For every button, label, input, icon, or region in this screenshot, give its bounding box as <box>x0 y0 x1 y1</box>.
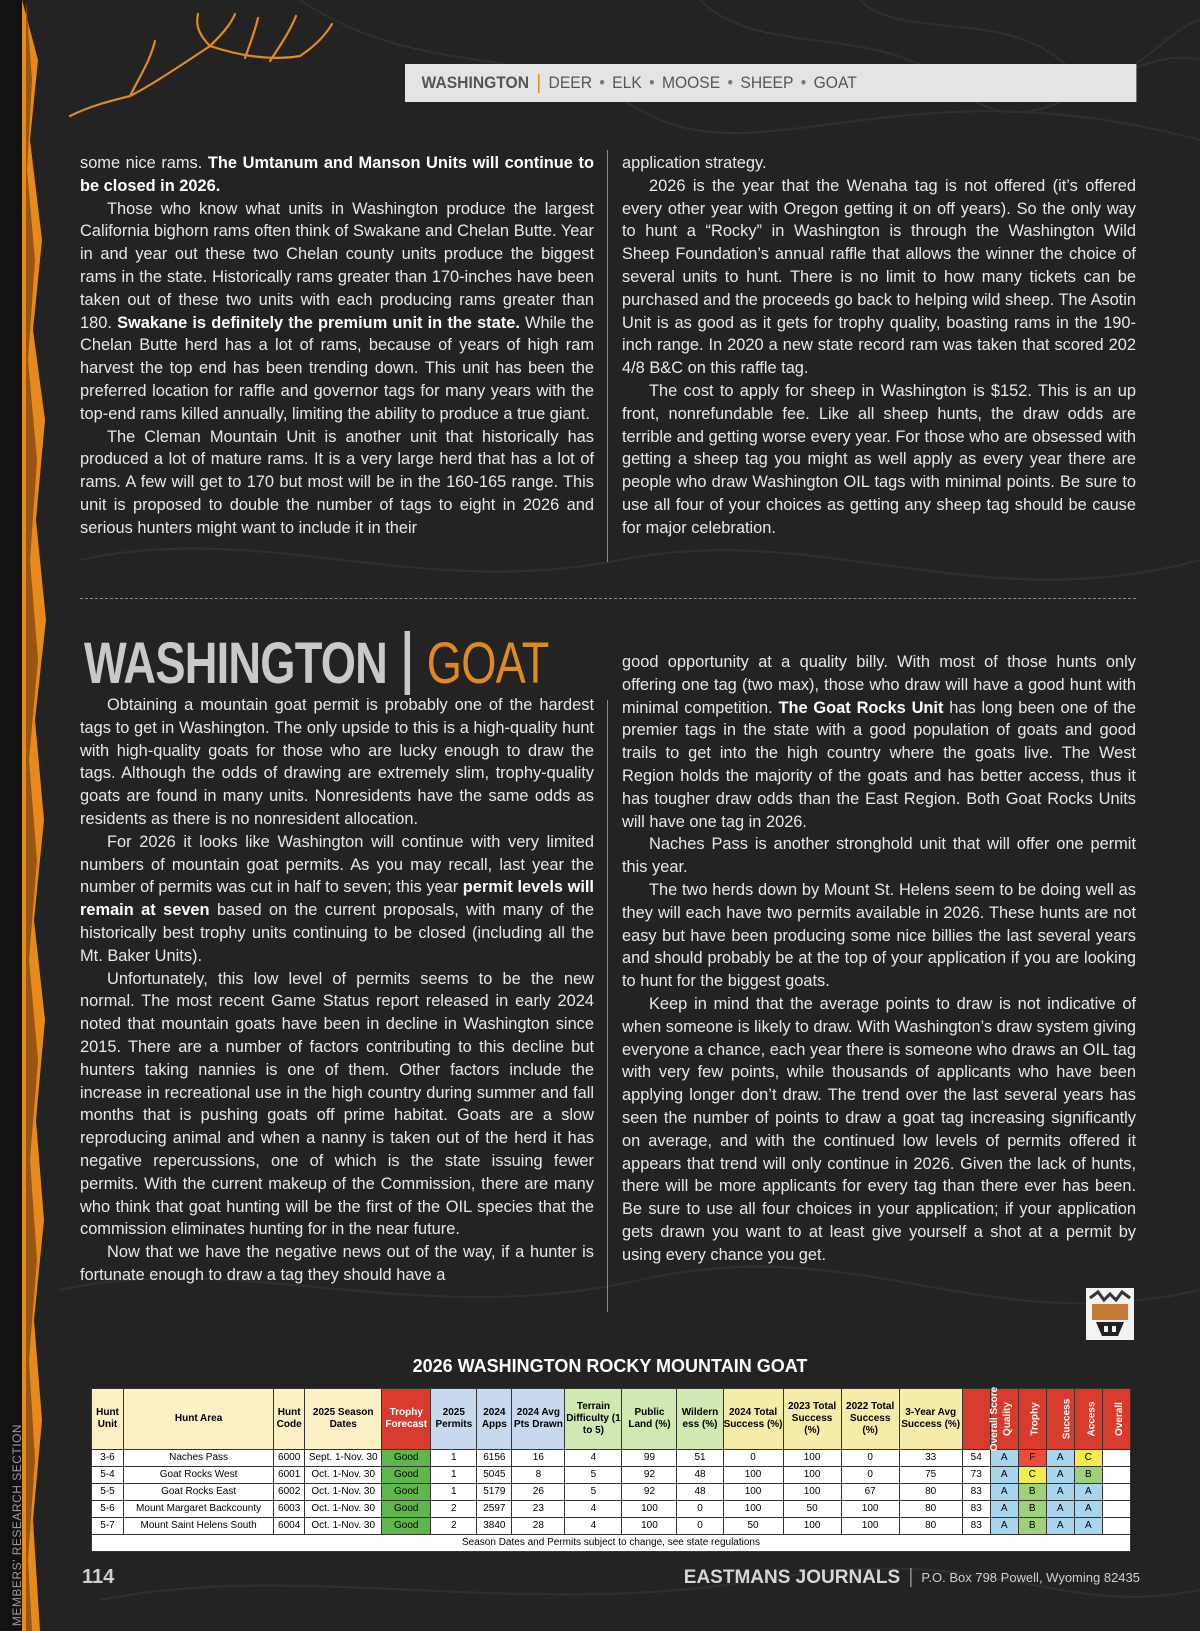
table-cell: Oct. 1-Nov. 30 <box>305 1484 382 1501</box>
table-cell: 5-6 <box>92 1501 124 1518</box>
table-cell: 0 <box>841 1450 899 1467</box>
paragraph-text: Obtaining a mountain goat permit is probably one of the hardest tags to get in Washington. The only upside to this is a high-quality hunt with high-quality goats for those who are lucky enough to draw the tags. Although the odds of drawing are extremely slim, trophy-quality goats are found in many units. Nonresidents have the same odds as residents as there is no nonresident allocation. <box>80 696 594 828</box>
header-species-moose[interactable]: MOOSE <box>661 73 721 92</box>
table-cell: Oct. 1-Nov. 30 <box>305 1467 382 1484</box>
goat-section-heading <box>84 628 549 698</box>
column-divider <box>607 150 608 562</box>
table-row <box>92 1450 1131 1467</box>
article-paragraph <box>622 175 1136 380</box>
table-cell: Oct. 1-Nov. 30 <box>305 1518 382 1535</box>
table-cell <box>1102 1518 1130 1535</box>
column-header-label: Trophy Forecast <box>385 1407 428 1430</box>
table-cell: 6002 <box>274 1484 305 1501</box>
column-header-label: 2024 Total Success (%) <box>723 1407 783 1430</box>
table-cell: 48 <box>677 1484 723 1501</box>
table-cell: 54 <box>962 1450 990 1467</box>
table-cell: 0 <box>677 1501 723 1518</box>
bold-text: permit levels will remain at seven <box>80 878 594 920</box>
table-cell: 23 <box>512 1501 565 1518</box>
table-cell: 3840 <box>477 1518 512 1535</box>
table-cell: 3-6 <box>92 1450 124 1467</box>
column-header <box>899 1389 962 1450</box>
paragraph-text: application strategy. <box>622 154 767 172</box>
table-cell: 6001 <box>274 1467 305 1484</box>
table-cell: 100 <box>783 1450 841 1467</box>
table-cell: 5-5 <box>92 1484 124 1501</box>
column-header-label: 2024 Avg Pts Drawn <box>513 1407 563 1430</box>
table-cell: A <box>1046 1501 1074 1518</box>
column-header-label: Trophy <box>1029 1402 1041 1436</box>
table-cell: 1 <box>431 1484 477 1501</box>
header-dot: • <box>599 73 605 92</box>
table-cell: C <box>1018 1467 1046 1484</box>
column-header-label: Hunt Code <box>276 1407 302 1430</box>
table-footnote-row <box>92 1535 1131 1552</box>
table-row <box>92 1484 1131 1501</box>
table-cell: 83 <box>962 1501 990 1518</box>
article-paragraph <box>622 152 1136 175</box>
table-cell: Goat Rocks West <box>124 1467 274 1484</box>
table-cell: B <box>1018 1484 1046 1501</box>
table-cell: A <box>1074 1501 1102 1518</box>
column-header <box>477 1389 512 1450</box>
table-cell: 8 <box>512 1467 565 1484</box>
table-cell <box>1102 1501 1130 1518</box>
column-header-label: Success <box>1061 1398 1073 1440</box>
paragraph-text: has long been one of the premier tags in the state with a good population of goats and good trails to get into the high country where the goats live. The West Region holds the majority of the goats and has better access, thus it has tougher draw odds than the East Region. Both Goat Rocks Units will have one tag in 2026. <box>622 698 1136 831</box>
footer-brand <box>683 1566 1140 1589</box>
table-cell: A <box>1074 1484 1102 1501</box>
column-header <box>1046 1389 1074 1450</box>
table-cell: 83 <box>962 1518 990 1535</box>
page-number: 114 <box>82 1566 115 1588</box>
article-paragraph <box>622 380 1136 540</box>
column-header <box>783 1389 841 1450</box>
article-paragraph <box>80 198 594 426</box>
table-cell: 100 <box>723 1484 783 1501</box>
table-cell: 6156 <box>477 1450 512 1467</box>
heading-species: GOAT <box>426 630 549 696</box>
column-header-label: 3-Year Avg Success (%) <box>901 1407 961 1430</box>
table-cell: F <box>1018 1450 1046 1467</box>
column-header <box>1018 1389 1046 1450</box>
table-cell: B <box>1018 1518 1046 1535</box>
table-header-row <box>92 1389 1131 1450</box>
table-footnote: Season Dates and Permits subject to change, see state regulations <box>92 1535 1131 1552</box>
article-paragraph <box>622 879 1136 993</box>
table-cell: 99 <box>622 1450 677 1467</box>
heading-state: WASHINGTON <box>84 630 388 696</box>
table-cell: 75 <box>899 1467 962 1484</box>
header-species-sheep[interactable]: SHEEP <box>740 73 794 92</box>
paragraph-text: For 2026 it looks like Washington will continue with very limited numbers of mountain goat permits. As you may recall, last year the number of permits was cut in half to seven; this year <box>80 832 594 897</box>
table-cell: Good <box>382 1450 431 1467</box>
column-header-label: 2024 Apps <box>481 1407 507 1430</box>
header-dot: • <box>649 73 655 92</box>
article-paragraph <box>80 694 594 831</box>
header-state: WASHINGTON <box>421 73 530 92</box>
paragraph-text: based on the current proposals, with many of the historically best trophy units continuing to be closed (including all the Mt. Baker Units). <box>80 901 594 965</box>
table-cell: 33 <box>899 1450 962 1467</box>
table-cell: A <box>1046 1518 1074 1535</box>
antler-sketch-icon <box>70 6 340 126</box>
table-cell: Goat Rocks East <box>124 1484 274 1501</box>
table-cell: 6003 <box>274 1501 305 1518</box>
table-cell: 2 <box>431 1501 477 1518</box>
table-cell: 100 <box>783 1484 841 1501</box>
table-cell: 5 <box>565 1484 622 1501</box>
table-cell: B <box>1018 1501 1046 1518</box>
table-cell: A <box>1046 1484 1074 1501</box>
column-header-label: 2023 Total Success (%) <box>788 1401 837 1436</box>
paragraph-text: The Cleman Mountain Unit is another unit that historically has produced a lot of mature rams. It is a very large herd that has a lot of rams. A few will get to 170 but most will be in the 160-165 range. This unit is proposed to double the number of tags to eight in 2026 and serious hunters might want to include it in their <box>80 427 594 537</box>
table-cell: 83 <box>962 1484 990 1501</box>
table-cell: 26 <box>512 1484 565 1501</box>
article-paragraph <box>80 426 594 540</box>
column-header <box>1102 1389 1130 1450</box>
table-cell: 92 <box>622 1467 677 1484</box>
table-cell: A <box>1074 1518 1102 1535</box>
table-row <box>92 1467 1131 1484</box>
table-cell: 50 <box>723 1518 783 1535</box>
table-cell <box>1102 1450 1130 1467</box>
sheep-article-right-column <box>622 152 1136 540</box>
table-cell: 0 <box>841 1467 899 1484</box>
article-paragraph <box>622 651 1136 833</box>
table-cell: Sept. 1-Nov. 30 <box>305 1450 382 1467</box>
table-cell: 2597 <box>477 1501 512 1518</box>
paragraph-text: Those who know what units in Washington produce the largest California bighorn rams often think of Swakane and Chelan Butte. Year in and year out these two Chelan county units produce the biggest rams in the state. Historically rams greater than 170-inches have been taken out of these two units with each producing rams greater than 180. <box>80 199 594 332</box>
column-header <box>841 1389 899 1450</box>
footer-address: P.O. Box 798 Powell, Wyoming 82435 <box>921 1570 1140 1585</box>
table-cell: 5045 <box>477 1467 512 1484</box>
column-header-label: Overall Score <box>988 1386 1000 1452</box>
table-cell: 2 <box>431 1518 477 1535</box>
bold-text: The Umtanum and Manson Units will continue to be closed in 2026. <box>80 154 594 195</box>
table-cell: 100 <box>622 1501 677 1518</box>
table-cell: A <box>990 1518 1018 1535</box>
column-header <box>1074 1389 1102 1450</box>
column-header <box>962 1386 1000 1452</box>
table-cell: 5179 <box>477 1484 512 1501</box>
bold-text: The Goat Rocks Unit <box>778 698 944 717</box>
column-header-label: Hunt Unit <box>96 1407 119 1430</box>
table-row <box>92 1501 1131 1518</box>
paragraph-text: 2026 is the year that the Wenaha tag is not offered (it’s offered every other year with Oregon getting it on off years). So the only way to hunt a “Rocky” in Washington is through the Washington Wild Sheep Foundation’s annual raffle that allows the winner the choice of several units to hunt. There is no limit to how many tickets can be purchased and the proceeds go back to helping wild sheep. The Asotin Unit is as good as it gets for trophy quality, boasting rams in the 190-inch range. In 2020 a new state record ram was taken that scored 202 4/8 B&C on this raffle tag. <box>622 176 1136 378</box>
table-cell: 4 <box>565 1518 622 1535</box>
column-header <box>622 1389 677 1450</box>
table-cell: 100 <box>622 1518 677 1535</box>
column-header-label: Access <box>1086 1401 1098 1437</box>
table-cell: C <box>1074 1450 1102 1467</box>
column-header-label: Hunt Area <box>174 1413 223 1424</box>
sheep-article-left-column <box>80 152 594 540</box>
table-cell: 1 <box>431 1450 477 1467</box>
article-paragraph <box>80 831 594 968</box>
header-dot: • <box>800 73 807 92</box>
table-cell: 100 <box>723 1501 783 1518</box>
table-cell: 100 <box>841 1518 899 1535</box>
table-cell: Naches Pass <box>124 1450 274 1467</box>
column-header-label: Wildern ess (%) <box>681 1407 719 1430</box>
table-cell: 80 <box>899 1518 962 1535</box>
header-species-elk[interactable]: ELK <box>612 73 642 92</box>
table-cell: 5-7 <box>92 1518 124 1535</box>
section-header-bar <box>405 64 1136 102</box>
table-cell: Good <box>382 1484 431 1501</box>
table-cell: 100 <box>841 1501 899 1518</box>
table-cell: 28 <box>512 1518 565 1535</box>
table-cell: A <box>990 1450 1018 1467</box>
heading-divider <box>404 631 409 695</box>
table-cell: 5 <box>565 1467 622 1484</box>
article-paragraph <box>622 833 1136 879</box>
table-row <box>92 1518 1131 1535</box>
header-species-goat[interactable]: GOAT <box>813 73 857 92</box>
table-cell: 4 <box>565 1450 622 1467</box>
table-cell: A <box>990 1484 1018 1501</box>
table-cell: A <box>1046 1467 1074 1484</box>
side-label-text: MEMBERS' RESEARCH SECTION <box>10 1423 24 1627</box>
table-cell: 4 <box>565 1501 622 1518</box>
table-cell: 16 <box>512 1450 565 1467</box>
column-divider <box>607 700 608 1312</box>
table-cell: 48 <box>677 1467 723 1484</box>
article-paragraph <box>80 968 594 1242</box>
paragraph-text: some nice rams. <box>80 154 208 172</box>
column-header <box>124 1389 274 1450</box>
table-cell: Good <box>382 1467 431 1484</box>
section-separator <box>80 598 1136 599</box>
column-header-label: 2025 Permits <box>435 1407 473 1430</box>
column-header <box>431 1389 477 1450</box>
column-header-label: Public Land (%) <box>628 1407 671 1430</box>
paragraph-text: Now that we have the negative news out of the way, if a hunter is fortunate enough to draw a tag they should have a <box>80 1243 594 1284</box>
goat-hunt-table <box>91 1388 1131 1552</box>
footer-brand-name: EASTMANS JOURNALS <box>683 1566 901 1588</box>
goat-article-right-column <box>622 651 1136 1267</box>
eastmans-skull-logo-icon <box>1086 1288 1134 1340</box>
column-header <box>723 1389 783 1450</box>
torn-edge-decoration <box>0 0 70 1631</box>
table-cell: 73 <box>962 1467 990 1484</box>
paragraph-text: Keep in mind that the average points to draw is not indicative of when someone is likely to draw. With Washington’s draw system giving everyone a chance, each year there is someone who draws an OIL tag with very few points, while thousands of applicants who have been applying longer don’t draw. The trend over the last several years has seen the number of points to draw a goat tag increasing significantly on average, and with the continued low levels of permits offered it appears that trend will only continue in 2026. Given the lack of hunts, there will be more applicants for every tag than there ever has been. Be sure to use all four choices in your application; if your application gets drawn you want to at least give yourself a shot at a permit by using every chance you get. <box>622 994 1136 1264</box>
header-species-deer[interactable]: DEER <box>548 73 592 92</box>
column-header <box>92 1389 124 1450</box>
paragraph-text: The cost to apply for sheep in Washington is $152. This is an up front, nonrefundable fee. Like all sheep hunts, the draw odds are terrible and getting worse every year. For those who are obsessed with getting a sheep tag you might as well apply as every year there are people who draw Washington OIL tags with minimal points. Be sure to use all four of your choices as getting any sheep tag should be cause for major celebration. <box>622 381 1136 537</box>
table-cell: 5-4 <box>92 1467 124 1484</box>
table-cell: 100 <box>723 1467 783 1484</box>
table-cell: B <box>1074 1467 1102 1484</box>
table-cell: A <box>1046 1450 1074 1467</box>
table-cell: 51 <box>677 1450 723 1467</box>
table-cell: 80 <box>899 1484 962 1501</box>
article-paragraph <box>80 1241 594 1287</box>
paragraph-text: Unfortunately, this low level of permits seems to be the new normal. The most recent Game Status report released in early 2024 noted that mountain goats have been in decline in Washington since 2015. There are a number of factors contributing to this decline but hunters taking nannies is one of them. Other factors include the increase in recreational use in the high country during summer and fall months that is pushing goats off prime habitat. Goats are a slow reproducing animal and when a nanny is taken out of the herd it has negative repercussions, one of which is the state issuing fewer permits. With the current makeup of the Commission, there are many who think that goat hunting will be the first of the OIL species that the commission eliminates hunting for in the near future. <box>80 969 594 1239</box>
table-cell: 100 <box>783 1518 841 1535</box>
footer-divider: | <box>908 1566 914 1588</box>
goat-article-left-column <box>80 694 594 1287</box>
paragraph-text: Naches Pass is another stronghold unit that will offer one permit this year. <box>622 835 1136 877</box>
column-header-label: Overall <box>1113 1402 1125 1436</box>
table-cell: 92 <box>622 1484 677 1501</box>
table-cell <box>1102 1484 1130 1501</box>
column-header-label: Quality <box>1001 1402 1013 1436</box>
table-cell: 67 <box>841 1484 899 1501</box>
table-cell: 0 <box>723 1450 783 1467</box>
header-dot: • <box>727 73 734 92</box>
column-header <box>512 1389 565 1450</box>
column-header-label: 2022 Total Success (%) <box>846 1401 895 1436</box>
header-divider: | <box>536 71 542 94</box>
table-cell: 80 <box>899 1501 962 1518</box>
table-cell: Oct. 1-Nov. 30 <box>305 1501 382 1518</box>
table-cell: 100 <box>783 1467 841 1484</box>
table-cell: Good <box>382 1501 431 1518</box>
table-cell: 50 <box>783 1501 841 1518</box>
table-title: 2026 WASHINGTON ROCKY MOUNTAIN GOAT <box>412 1356 808 1376</box>
column-header-label: Terrain Difficulty (1 to 5) <box>566 1401 621 1436</box>
table-cell: A <box>990 1501 1018 1518</box>
article-paragraph <box>622 993 1136 1267</box>
paragraph-text: good opportunity at a quality billy. With most of those hunts only offering one tag (two max), those who draw will have a good hunt with minimal competition. <box>622 653 1136 717</box>
hunt-data-table <box>91 1388 1131 1552</box>
table-cell: Mount Saint Helens South <box>124 1518 274 1535</box>
column-header <box>677 1389 723 1450</box>
table-cell <box>1102 1467 1130 1484</box>
column-header <box>274 1389 305 1450</box>
table-cell: Mount Margaret Backcounty <box>124 1501 274 1518</box>
side-section-label <box>10 1420 24 1630</box>
column-header <box>565 1389 622 1450</box>
table-cell: 0 <box>677 1518 723 1535</box>
article-paragraph <box>80 152 594 198</box>
table-cell: Good <box>382 1518 431 1535</box>
paragraph-text: While the Chelan Butte herd has a lot of rams, because of years of high ram harvest the top end has been trending down. This unit has been the preferred location for raffle and governor tags for many years with the top-end rams killed annually, limiting the ability to produce a true giant. <box>80 313 594 423</box>
column-header <box>305 1389 382 1450</box>
paragraph-text: The two herds down by Mount St. Helens seem to be doing well as they will each have two permits available in 2026. These hunts are not easy but have been producing some nice billies the last several years and should probably be at the top of your application if you are looking to hunt for the biggest goats. <box>622 880 1136 991</box>
table-cell: 6004 <box>274 1518 305 1535</box>
table-cell: 6000 <box>274 1450 305 1467</box>
column-header-label: 2025 Season Dates <box>312 1407 374 1430</box>
column-header <box>382 1389 431 1450</box>
bold-text: Swakane is definitely the premium unit in the state. <box>117 313 520 332</box>
table-cell: A <box>990 1467 1018 1484</box>
table-cell: 1 <box>431 1467 477 1484</box>
